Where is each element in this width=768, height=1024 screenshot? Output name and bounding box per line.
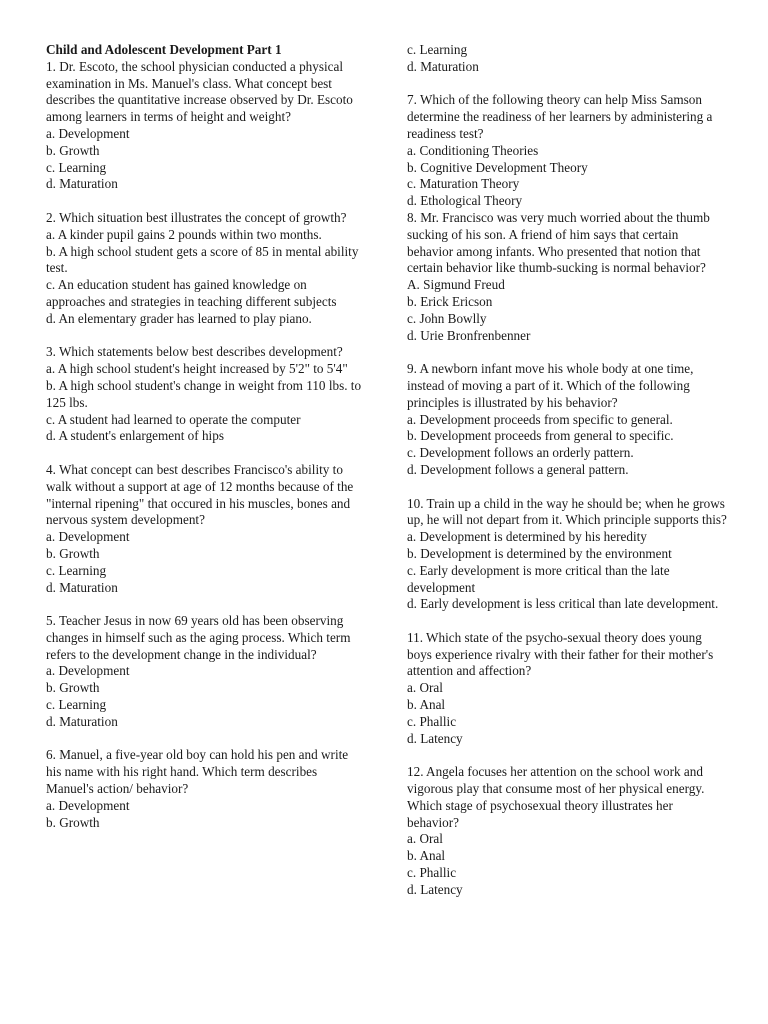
- answer-option: b. Anal: [407, 848, 446, 864]
- question-stem: 5. Teacher Jesus in now 69 years old has been observing changes in himself such as the aging process. Which term refers to the development change in the individual?: [46, 613, 351, 662]
- answer-option: b. Growth: [46, 142, 100, 158]
- answer-option: c. Learning: [46, 697, 107, 713]
- question-7: [407, 92, 727, 210]
- answer-option: c. An education student has gained knowledge on approaches and strategies in teaching different subjects: [46, 277, 337, 309]
- question-6: [46, 747, 366, 831]
- answer-option: a. A high school student's height increased by 5'2" to 5'4": [46, 361, 348, 377]
- answer-option: a. Development: [46, 797, 130, 813]
- question-stem: 6. Manuel, a five-year old boy can hold his pen and write his name with his right hand. Which term describes Manuel's action/ behavior?: [46, 747, 349, 797]
- answer-option: b. Erick Ericson: [407, 293, 493, 309]
- answer-option: A. Sigmund Freud: [407, 277, 505, 293]
- question-stem: 12. Angela focuses her attention on the school work and vigorous play that consume most of her physical energy. Which stage of psychosexual theory illustrates her behavior?: [407, 764, 705, 830]
- document-title: Child and Adolescent Development Part 1: [46, 42, 282, 57]
- question-stem: 11. Which state of the psycho-sexual theory does young boys experience rivalry with their father for their mother's attention and affection?: [407, 629, 714, 679]
- question-9: [407, 361, 727, 479]
- answer-option: a. Development proceeds from specific to general.: [407, 411, 673, 427]
- answer-option: a. Oral: [407, 831, 443, 847]
- answer-option: c. Early development is more critical than the late development: [407, 562, 670, 595]
- answer-option: d. Development follows a general pattern.: [407, 461, 629, 477]
- question-12: [407, 764, 727, 898]
- question-4: [46, 462, 366, 596]
- answer-option: d. Urie Bronfrenbenner: [407, 327, 531, 343]
- question-2: [46, 210, 366, 328]
- question-10: [407, 496, 727, 614]
- answer-option: d. A student's enlargement of hips: [46, 428, 224, 444]
- question-6-continued: [407, 42, 727, 76]
- answer-option: b. Anal: [407, 697, 446, 713]
- question-stem: 10. Train up a child in the way he should be; when he grows up, he will not depart from it. Which principle supports this?: [407, 495, 727, 528]
- answer-option: a. Development: [46, 125, 130, 141]
- answer-option: d. An elementary grader has learned to play piano.: [46, 310, 312, 326]
- answer-option: d. Latency: [407, 730, 463, 746]
- question-8: [407, 210, 727, 344]
- answer-option: c. John Bowlly: [407, 310, 487, 326]
- answer-option: c. Development follows an orderly pattern.: [407, 445, 634, 461]
- answer-option: d. Maturation: [46, 579, 118, 595]
- answer-option: d. Maturation: [407, 58, 479, 74]
- question-stem: 8. Mr. Francisco was very much worried about the thumb sucking of his son. A friend of him says that certain behavior among infants. Who presented that notion that certain behavior like thumb-sucking is normal behavior?: [407, 209, 710, 276]
- question-5: [46, 613, 366, 731]
- answer-option: c. Learning: [407, 42, 468, 57]
- left-column: [46, 42, 366, 831]
- answer-option: b. Growth: [46, 545, 100, 561]
- answer-option: b. Growth: [46, 680, 100, 696]
- answer-option: a. Development is determined by his heredity: [407, 529, 647, 545]
- answer-option: a. A kinder pupil gains 2 pounds within two months.: [46, 226, 322, 242]
- answer-option: c. Learning: [46, 159, 107, 175]
- answer-option: c. Maturation Theory: [407, 176, 520, 192]
- answer-option: c. Phallic: [407, 713, 457, 729]
- answer-option: c. A student had learned to operate the computer: [46, 411, 301, 427]
- answer-option: b. Cognitive Development Theory: [407, 159, 588, 175]
- answer-option: b. Growth: [46, 814, 100, 830]
- question-stem: 7. Which of the following theory can help Miss Samson determine the readiness of her learners by administering a readiness test?: [407, 92, 713, 141]
- answer-option: a. Development: [46, 663, 130, 679]
- question-stem: 4. What concept can best describes Francisco's ability to walk without a support at age of 12 months because of the "internal ripening" that occured in his muscles, bones and nervous system development?: [46, 461, 354, 528]
- answer-option: b. Development proceeds from general to specific.: [407, 428, 674, 444]
- answer-option: b. A high school student's change in weight from 110 lbs. to 125 lbs.: [46, 377, 362, 410]
- answer-option: d. Maturation: [46, 176, 118, 192]
- answer-option: b. Development is determined by the environment: [407, 545, 672, 561]
- question-stem: 2. Which situation best illustrates the concept of growth?: [46, 209, 347, 225]
- question-stem: 9. A newborn infant move his whole body at one time, instead of moving a part of it. Which of the following principles is illustrated by his behavior?: [407, 361, 694, 410]
- answer-option: d. Maturation: [46, 713, 118, 729]
- answer-option: b. A high school student gets a score of 85 in mental ability test.: [46, 243, 359, 276]
- question-stem: 3. Which statements below best describes development?: [46, 344, 343, 360]
- answer-option: a. Development: [46, 529, 130, 545]
- answer-option: c. Learning: [46, 562, 107, 578]
- question-stem: 1. Dr. Escoto, the school physician conducted a physical examination in Ms. Manuel's class. What concept best describes the quantitative increase observed by Dr. Escoto among learners in terms of height and weight?: [46, 58, 353, 125]
- answer-option: d. Latency: [407, 881, 463, 897]
- question-11: [407, 630, 727, 748]
- answer-option: d. Early development is less critical than late development.: [407, 596, 719, 612]
- question-1: [46, 59, 366, 193]
- answer-option: a. Conditioning Theories: [407, 142, 539, 158]
- answer-option: c. Phallic: [407, 865, 457, 881]
- question-3: [46, 344, 366, 445]
- answer-option: a. Oral: [407, 680, 443, 696]
- answer-option: d. Ethological Theory: [407, 193, 523, 209]
- right-column: [407, 42, 727, 899]
